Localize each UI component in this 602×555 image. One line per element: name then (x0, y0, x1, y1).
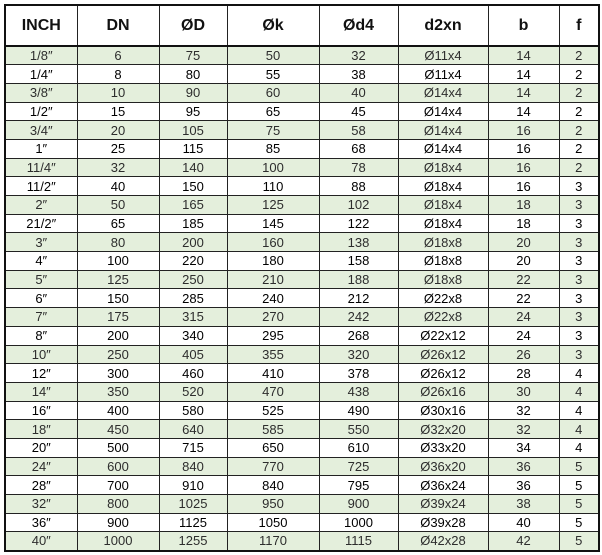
face-height-cell: 3 (559, 308, 599, 327)
dn-cell: 700 (77, 476, 159, 495)
bolt-circle-cell: 270 (227, 308, 319, 327)
thickness-cell: 26 (488, 345, 559, 364)
thickness-cell: 16 (488, 121, 559, 140)
raised-face-cell: 78 (319, 158, 398, 177)
bolt-circle-cell: 585 (227, 420, 319, 439)
thickness-cell: 42 (488, 532, 559, 551)
face-height-cell: 3 (559, 289, 599, 308)
outer-diameter-cell: 165 (159, 196, 227, 215)
bolt-holes-cell: Ø26x16 (398, 382, 488, 401)
raised-face-cell: 1115 (319, 532, 398, 551)
table-row (5, 345, 599, 364)
outer-diameter-cell: 90 (159, 83, 227, 102)
dn-cell: 200 (77, 326, 159, 345)
bolt-holes-cell: Ø18x4 (398, 196, 488, 215)
bolt-holes-cell: Ø26x12 (398, 364, 488, 383)
dn-cell: 1000 (77, 532, 159, 551)
raised-face-cell: 38 (319, 65, 398, 84)
inch-cell: 1/8″ (5, 46, 77, 65)
dn-cell: 150 (77, 289, 159, 308)
outer-diameter-cell: 95 (159, 102, 227, 121)
face-height-cell: 4 (559, 420, 599, 439)
thickness-cell: 36 (488, 476, 559, 495)
bolt-circle-cell: 650 (227, 438, 319, 457)
table-row (5, 177, 599, 196)
raised-face-cell: 58 (319, 121, 398, 140)
bolt-holes-cell: Ø18x4 (398, 177, 488, 196)
inch-cell: 1/2″ (5, 102, 77, 121)
outer-diameter-cell: 640 (159, 420, 227, 439)
bolt-circle-cell: 840 (227, 476, 319, 495)
thickness-cell: 16 (488, 177, 559, 196)
thickness-cell: 14 (488, 46, 559, 65)
thickness-cell: 16 (488, 139, 559, 158)
thickness-cell: 38 (488, 495, 559, 514)
table-body (5, 46, 599, 551)
inch-cell: 3″ (5, 233, 77, 252)
bolt-holes-cell: Ø39x28 (398, 513, 488, 532)
inch-cell: 3/8″ (5, 83, 77, 102)
raised-face-cell: 158 (319, 252, 398, 271)
outer-diameter-cell: 105 (159, 121, 227, 140)
face-height-cell: 3 (559, 345, 599, 364)
table-row (5, 326, 599, 345)
outer-diameter-cell: 200 (159, 233, 227, 252)
inch-cell: 8″ (5, 326, 77, 345)
raised-face-cell: 122 (319, 214, 398, 233)
thickness-cell: 34 (488, 438, 559, 457)
inch-cell: 24″ (5, 457, 77, 476)
bolt-circle-cell: 110 (227, 177, 319, 196)
raised-face-cell: 212 (319, 289, 398, 308)
inch-cell: 6″ (5, 289, 77, 308)
face-height-cell: 3 (559, 326, 599, 345)
inch-cell: 1″ (5, 139, 77, 158)
raised-face-cell: 242 (319, 308, 398, 327)
dn-cell: 50 (77, 196, 159, 215)
table-row (5, 102, 599, 121)
column-header-face-height: f (559, 5, 599, 46)
face-height-cell: 2 (559, 139, 599, 158)
flange-dimension-table-container (4, 4, 600, 552)
column-header-dn: DN (77, 5, 159, 46)
inch-cell: 4″ (5, 252, 77, 271)
bolt-holes-cell: Ø18x4 (398, 158, 488, 177)
raised-face-cell: 1000 (319, 513, 398, 532)
bolt-circle-cell: 525 (227, 401, 319, 420)
thickness-cell: 20 (488, 252, 559, 271)
thickness-cell: 16 (488, 158, 559, 177)
outer-diameter-cell: 1025 (159, 495, 227, 514)
face-height-cell: 3 (559, 196, 599, 215)
bolt-holes-cell: Ø42x28 (398, 532, 488, 551)
thickness-cell: 30 (488, 382, 559, 401)
inch-cell: 7″ (5, 308, 77, 327)
table-row (5, 476, 599, 495)
bolt-circle-cell: 145 (227, 214, 319, 233)
inch-cell: 11/4″ (5, 158, 77, 177)
dn-cell: 900 (77, 513, 159, 532)
dn-cell: 500 (77, 438, 159, 457)
outer-diameter-cell: 250 (159, 270, 227, 289)
outer-diameter-cell: 185 (159, 214, 227, 233)
thickness-cell: 18 (488, 214, 559, 233)
inch-cell: 16″ (5, 401, 77, 420)
bolt-circle-cell: 50 (227, 46, 319, 65)
table-row (5, 270, 599, 289)
bolt-holes-cell: Ø30x16 (398, 401, 488, 420)
bolt-holes-cell: Ø26x12 (398, 345, 488, 364)
table-row (5, 121, 599, 140)
table-header (5, 5, 599, 46)
column-header-bolt-circle: Øk (227, 5, 319, 46)
outer-diameter-cell: 140 (159, 158, 227, 177)
dn-cell: 175 (77, 308, 159, 327)
outer-diameter-cell: 115 (159, 139, 227, 158)
inch-cell: 20″ (5, 438, 77, 457)
face-height-cell: 3 (559, 233, 599, 252)
bolt-holes-cell: Ø14x4 (398, 83, 488, 102)
face-height-cell: 2 (559, 102, 599, 121)
bolt-circle-cell: 410 (227, 364, 319, 383)
thickness-cell: 32 (488, 420, 559, 439)
dn-cell: 25 (77, 139, 159, 158)
outer-diameter-cell: 840 (159, 457, 227, 476)
outer-diameter-cell: 1125 (159, 513, 227, 532)
bolt-holes-cell: Ø22x8 (398, 308, 488, 327)
dn-cell: 400 (77, 401, 159, 420)
face-height-cell: 5 (559, 513, 599, 532)
bolt-holes-cell: Ø36x24 (398, 476, 488, 495)
bolt-holes-cell: Ø36x20 (398, 457, 488, 476)
thickness-cell: 14 (488, 102, 559, 121)
raised-face-cell: 32 (319, 46, 398, 65)
raised-face-cell: 268 (319, 326, 398, 345)
face-height-cell: 2 (559, 158, 599, 177)
inch-cell: 12″ (5, 364, 77, 383)
raised-face-cell: 438 (319, 382, 398, 401)
table-row (5, 83, 599, 102)
thickness-cell: 22 (488, 289, 559, 308)
outer-diameter-cell: 910 (159, 476, 227, 495)
raised-face-cell: 550 (319, 420, 398, 439)
bolt-holes-cell: Ø11x4 (398, 65, 488, 84)
inch-cell: 40″ (5, 532, 77, 551)
thickness-cell: 36 (488, 457, 559, 476)
column-header-bolt-holes: d2xn (398, 5, 488, 46)
table-row (5, 214, 599, 233)
outer-diameter-cell: 460 (159, 364, 227, 383)
bolt-holes-cell: Ø39x24 (398, 495, 488, 514)
bolt-holes-cell: Ø32x20 (398, 420, 488, 439)
dn-cell: 20 (77, 121, 159, 140)
bolt-circle-cell: 85 (227, 139, 319, 158)
dn-cell: 125 (77, 270, 159, 289)
face-height-cell: 3 (559, 270, 599, 289)
table-row (5, 401, 599, 420)
outer-diameter-cell: 520 (159, 382, 227, 401)
table-row (5, 513, 599, 532)
bolt-circle-cell: 295 (227, 326, 319, 345)
table-row (5, 252, 599, 271)
thickness-cell: 24 (488, 308, 559, 327)
bolt-holes-cell: Ø18x8 (398, 252, 488, 271)
bolt-circle-cell: 240 (227, 289, 319, 308)
bolt-holes-cell: Ø22x8 (398, 289, 488, 308)
bolt-holes-cell: Ø18x4 (398, 214, 488, 233)
face-height-cell: 4 (559, 364, 599, 383)
table-row (5, 308, 599, 327)
outer-diameter-cell: 220 (159, 252, 227, 271)
inch-cell: 2″ (5, 196, 77, 215)
raised-face-cell: 138 (319, 233, 398, 252)
bolt-holes-cell: Ø11x4 (398, 46, 488, 65)
table-row (5, 233, 599, 252)
face-height-cell: 3 (559, 177, 599, 196)
raised-face-cell: 45 (319, 102, 398, 121)
bolt-circle-cell: 470 (227, 382, 319, 401)
outer-diameter-cell: 580 (159, 401, 227, 420)
bolt-circle-cell: 355 (227, 345, 319, 364)
face-height-cell: 4 (559, 401, 599, 420)
inch-cell: 3/4″ (5, 121, 77, 140)
dn-cell: 8 (77, 65, 159, 84)
table-row (5, 532, 599, 551)
outer-diameter-cell: 340 (159, 326, 227, 345)
raised-face-cell: 320 (319, 345, 398, 364)
inch-cell: 28″ (5, 476, 77, 495)
table-row (5, 139, 599, 158)
face-height-cell: 2 (559, 65, 599, 84)
raised-face-cell: 795 (319, 476, 398, 495)
table-row (5, 196, 599, 215)
column-header-raised-face-diameter: Ød4 (319, 5, 398, 46)
raised-face-cell: 68 (319, 139, 398, 158)
outer-diameter-cell: 405 (159, 345, 227, 364)
thickness-cell: 14 (488, 83, 559, 102)
outer-diameter-cell: 315 (159, 308, 227, 327)
dn-cell: 10 (77, 83, 159, 102)
thickness-cell: 14 (488, 65, 559, 84)
dn-cell: 80 (77, 233, 159, 252)
bolt-circle-cell: 65 (227, 102, 319, 121)
table-row (5, 364, 599, 383)
header-row (5, 5, 599, 46)
bolt-circle-cell: 125 (227, 196, 319, 215)
table-row (5, 495, 599, 514)
dn-cell: 65 (77, 214, 159, 233)
table-row (5, 65, 599, 84)
bolt-holes-cell: Ø14x4 (398, 139, 488, 158)
inch-cell: 14″ (5, 382, 77, 401)
inch-cell: 36″ (5, 513, 77, 532)
dn-cell: 350 (77, 382, 159, 401)
dn-cell: 15 (77, 102, 159, 121)
bolt-circle-cell: 60 (227, 83, 319, 102)
raised-face-cell: 40 (319, 83, 398, 102)
raised-face-cell: 88 (319, 177, 398, 196)
dn-cell: 300 (77, 364, 159, 383)
dn-cell: 32 (77, 158, 159, 177)
face-height-cell: 2 (559, 121, 599, 140)
table-row (5, 158, 599, 177)
column-header-inch: INCH (5, 5, 77, 46)
dn-cell: 800 (77, 495, 159, 514)
table-row (5, 438, 599, 457)
dn-cell: 600 (77, 457, 159, 476)
bolt-circle-cell: 160 (227, 233, 319, 252)
column-header-outer-diameter: ØD (159, 5, 227, 46)
inch-cell: 18″ (5, 420, 77, 439)
face-height-cell: 5 (559, 532, 599, 551)
outer-diameter-cell: 80 (159, 65, 227, 84)
outer-diameter-cell: 285 (159, 289, 227, 308)
face-height-cell: 5 (559, 457, 599, 476)
bolt-circle-cell: 180 (227, 252, 319, 271)
face-height-cell: 2 (559, 83, 599, 102)
bolt-circle-cell: 55 (227, 65, 319, 84)
thickness-cell: 18 (488, 196, 559, 215)
raised-face-cell: 725 (319, 457, 398, 476)
dn-cell: 6 (77, 46, 159, 65)
table-row (5, 289, 599, 308)
inch-cell: 21/2″ (5, 214, 77, 233)
bolt-circle-cell: 75 (227, 121, 319, 140)
outer-diameter-cell: 150 (159, 177, 227, 196)
face-height-cell: 4 (559, 438, 599, 457)
raised-face-cell: 378 (319, 364, 398, 383)
bolt-circle-cell: 210 (227, 270, 319, 289)
face-height-cell: 5 (559, 476, 599, 495)
bolt-holes-cell: Ø18x8 (398, 270, 488, 289)
inch-cell: 32″ (5, 495, 77, 514)
thickness-cell: 20 (488, 233, 559, 252)
bolt-circle-cell: 100 (227, 158, 319, 177)
table-row (5, 46, 599, 65)
face-height-cell: 3 (559, 252, 599, 271)
inch-cell: 5″ (5, 270, 77, 289)
bolt-circle-cell: 770 (227, 457, 319, 476)
face-height-cell: 2 (559, 46, 599, 65)
face-height-cell: 4 (559, 382, 599, 401)
face-height-cell: 5 (559, 495, 599, 514)
raised-face-cell: 900 (319, 495, 398, 514)
bolt-circle-cell: 1050 (227, 513, 319, 532)
outer-diameter-cell: 75 (159, 46, 227, 65)
inch-cell: 11/2″ (5, 177, 77, 196)
outer-diameter-cell: 715 (159, 438, 227, 457)
dn-cell: 250 (77, 345, 159, 364)
raised-face-cell: 188 (319, 270, 398, 289)
thickness-cell: 22 (488, 270, 559, 289)
dn-cell: 40 (77, 177, 159, 196)
bolt-holes-cell: Ø14x4 (398, 102, 488, 121)
thickness-cell: 28 (488, 364, 559, 383)
thickness-cell: 32 (488, 401, 559, 420)
bolt-holes-cell: Ø18x8 (398, 233, 488, 252)
raised-face-cell: 610 (319, 438, 398, 457)
outer-diameter-cell: 1255 (159, 532, 227, 551)
bolt-circle-cell: 1170 (227, 532, 319, 551)
table-row (5, 457, 599, 476)
table-row (5, 382, 599, 401)
bolt-holes-cell: Ø33x20 (398, 438, 488, 457)
bolt-holes-cell: Ø14x4 (398, 121, 488, 140)
flange-dimension-table (4, 4, 600, 552)
face-height-cell: 3 (559, 214, 599, 233)
inch-cell: 10″ (5, 345, 77, 364)
thickness-cell: 40 (488, 513, 559, 532)
dn-cell: 100 (77, 252, 159, 271)
bolt-holes-cell: Ø22x12 (398, 326, 488, 345)
dn-cell: 450 (77, 420, 159, 439)
inch-cell: 1/4″ (5, 65, 77, 84)
bolt-circle-cell: 950 (227, 495, 319, 514)
column-header-thickness: b (488, 5, 559, 46)
thickness-cell: 24 (488, 326, 559, 345)
raised-face-cell: 102 (319, 196, 398, 215)
raised-face-cell: 490 (319, 401, 398, 420)
table-row (5, 420, 599, 439)
